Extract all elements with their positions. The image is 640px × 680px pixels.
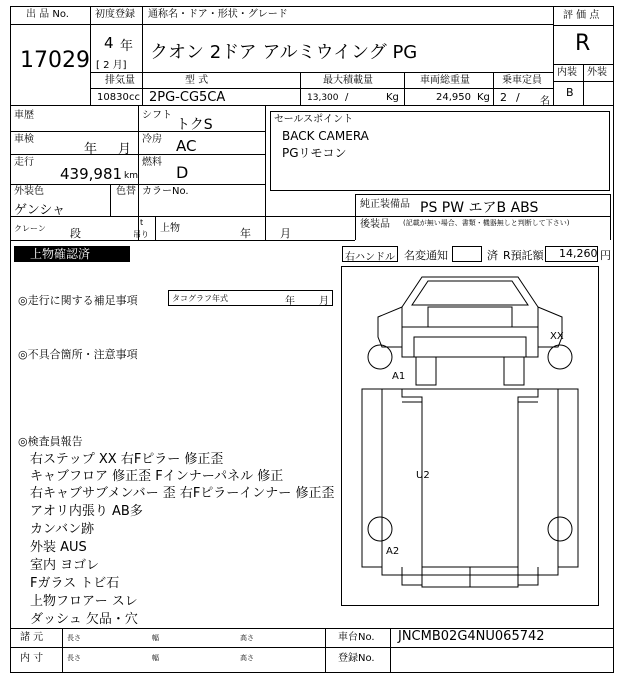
- color-no-label: カラーNo.: [142, 186, 189, 197]
- body-year: 年: [240, 227, 251, 240]
- recycle-amount: 14,260: [559, 247, 598, 260]
- crane-hang: 吊り: [133, 230, 149, 239]
- gross-weight: 24,950: [436, 92, 471, 103]
- ac-label: 冷房: [142, 134, 162, 145]
- displacement: 10830: [97, 92, 129, 103]
- gross-weight-label: 車両総重量: [420, 75, 470, 86]
- notes-label: ◎走行に関する補足事項: [18, 294, 138, 307]
- max-load-unit: Kg: [386, 92, 399, 103]
- report-line-1: 右ステップ XX 右Fピラー 修正歪: [30, 452, 224, 467]
- inspection-label: 車検: [14, 134, 34, 145]
- car-name: クオン 2ドア アルミウイング PG: [150, 42, 418, 63]
- grade-label: 評 価 点: [563, 10, 600, 21]
- meter-change-label: 名変通知: [404, 249, 448, 262]
- body-month: 月: [280, 227, 291, 240]
- exterior-color: ゲンシャ: [14, 203, 66, 218]
- inspection-year: 年: [84, 142, 98, 157]
- sales-point-line-2: PGリモコン: [282, 146, 347, 160]
- specs-width-label: 幅: [152, 634, 159, 642]
- report-line-3: 右キャブサブメンバー 歪 右Fピラーインナー 修正歪: [30, 486, 335, 501]
- first-reg-year-unit: 年: [120, 39, 134, 54]
- specs-length-label: 長さ: [67, 634, 81, 642]
- handle: 右ハンドル: [345, 252, 395, 263]
- model: 2PG-CG5CA: [149, 90, 226, 105]
- inspection-month: 月: [118, 142, 132, 157]
- mileage-label: 走行: [14, 157, 34, 168]
- interior-label: 内装: [557, 67, 577, 78]
- lot-no-label: 出 品 No.: [26, 9, 69, 20]
- report-label: ◎検査員報告: [18, 435, 83, 448]
- crane-label: クレーン: [14, 224, 46, 233]
- mark-xx: XX: [550, 331, 564, 342]
- exterior-color-label: 外装色: [14, 186, 44, 197]
- exterior-label: 外装: [587, 67, 607, 78]
- mileage-unit: km: [124, 171, 138, 181]
- aftermarket-note: (記載が無い場合、書類・機器無しと判断して下さい): [403, 219, 570, 227]
- first-reg-label: 初度登録: [95, 9, 135, 20]
- sales-point-line-1: BACK CAMERA: [282, 129, 369, 143]
- shift: トクS: [176, 117, 213, 133]
- mark-a2: A2: [386, 546, 400, 557]
- ac: AC: [176, 137, 197, 155]
- report-line-7: 室内 ヨゴレ: [30, 558, 100, 573]
- recycle-prefix: 済: [487, 249, 498, 262]
- lot-no: 17029: [20, 48, 90, 73]
- interior-grade: B: [566, 86, 574, 99]
- overall-grade: R: [575, 31, 591, 56]
- dims-width-label: 幅: [152, 654, 159, 662]
- crane-ton: t: [140, 218, 144, 227]
- chassis-label: 車台No.: [338, 632, 375, 643]
- fuel-label: 燃料: [142, 157, 162, 168]
- displacement-unit: cc: [129, 92, 140, 103]
- mileage: 439,981: [60, 165, 123, 183]
- recycle-unit: 円: [600, 249, 611, 262]
- history-label: 車歴: [14, 110, 34, 121]
- dims-label: 内 寸: [20, 653, 44, 664]
- equipment-value: PS PW エアB ABS: [420, 200, 539, 216]
- body-label: 上物: [160, 223, 180, 234]
- body-confirmed-text: 上物確認済: [30, 247, 91, 261]
- sales-point-label: セールスポイント: [274, 114, 354, 125]
- gross-weight-unit: Kg: [477, 92, 490, 103]
- defects-label: ◎不具合箇所・注意事項: [18, 348, 138, 361]
- capacity: 2: [500, 91, 507, 104]
- mark-u2: U2: [416, 470, 430, 481]
- tacho-year: 年: [285, 296, 295, 307]
- report-line-6: 外装 AUS: [30, 540, 87, 555]
- capacity-sep: /: [516, 91, 520, 104]
- capacity-unit: 名: [540, 96, 550, 107]
- report-line-2: キャブフロア 修正歪 Fインナーパネル 修正: [30, 469, 284, 484]
- model-label: 型 式: [185, 75, 209, 86]
- tacho-month: 月: [319, 296, 329, 307]
- report-line-5: カンバン跡: [30, 522, 95, 537]
- first-reg-year: 4: [104, 34, 114, 52]
- truck-diagram: [341, 266, 599, 606]
- fuel: D: [176, 163, 189, 182]
- report-line-4: アオリ内張り AB多: [30, 504, 143, 519]
- recycle-label: R預託額: [503, 249, 544, 262]
- chassis-no: JNCMB02G4NU065742: [398, 629, 545, 644]
- registration-label: 登録No.: [338, 653, 375, 664]
- report-line-9: 上物フロアー スレ: [30, 594, 138, 609]
- equipment-label: 純正装備品: [360, 199, 410, 210]
- car-name-label: 通称名・ドア・形状・グレード: [148, 9, 288, 20]
- dims-height-label: 高さ: [240, 654, 254, 662]
- body-confirmed-banner: [14, 246, 130, 262]
- capacity-label: 乗車定員: [502, 75, 542, 86]
- report-line-10: ダッシュ 欠品・穴: [30, 612, 138, 627]
- specs-label: 諸 元: [20, 632, 44, 643]
- dims-length-label: 長さ: [67, 654, 81, 662]
- truck-outline: [342, 267, 598, 605]
- tacho-label: タコグラフ年式: [172, 294, 228, 303]
- max-load-label: 最大積載量: [323, 75, 373, 86]
- first-reg-month: [ 2 月]: [96, 60, 127, 71]
- displacement-label: 排気量: [105, 75, 135, 86]
- crane-stage: 段: [70, 227, 81, 240]
- aftermarket-label: 後装品: [360, 219, 390, 230]
- max-load: 13,300: [307, 93, 339, 103]
- report-line-8: Fガラス トビ石: [30, 576, 120, 591]
- color-change-label: 色替: [116, 186, 136, 197]
- max-load-sep: /: [345, 92, 349, 103]
- shift-label: シフト: [142, 110, 172, 121]
- specs-height-label: 高さ: [240, 634, 254, 642]
- mark-a1: A1: [392, 371, 406, 382]
